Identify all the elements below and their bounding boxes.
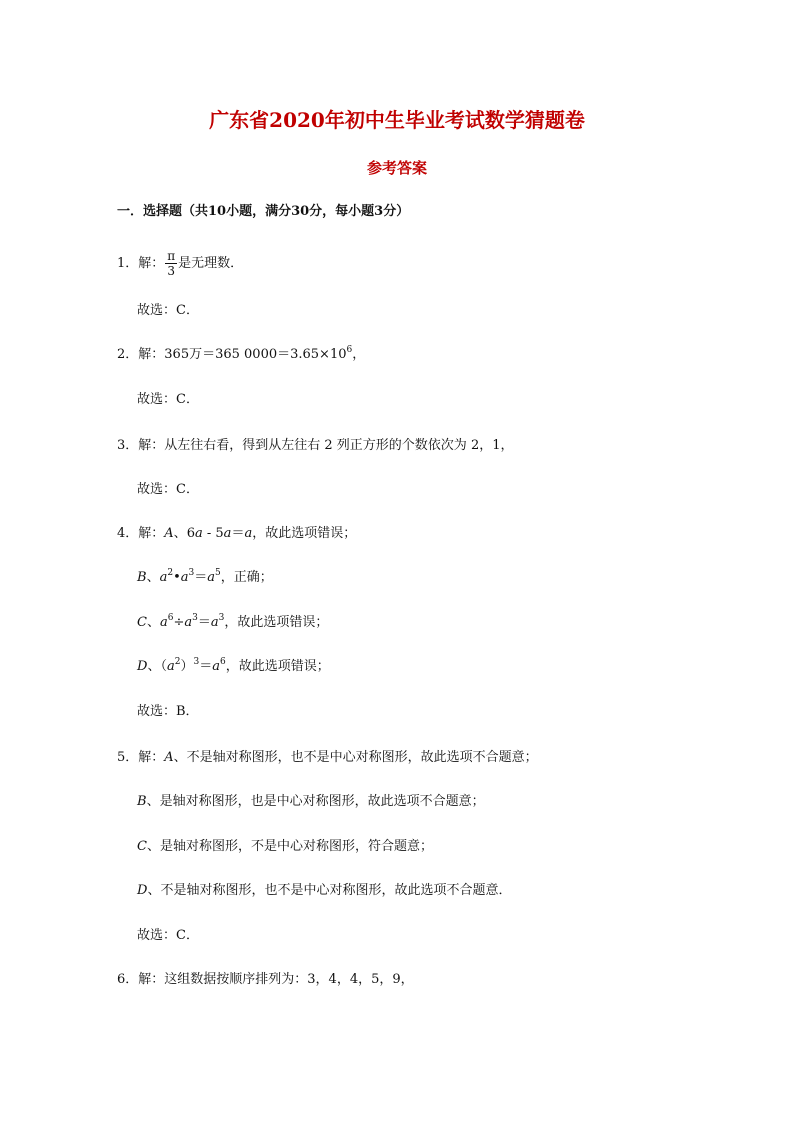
q4-c-sep: 、 bbox=[146, 615, 160, 630]
q1-solution bbox=[117, 249, 243, 278]
q4-c-base: a bbox=[159, 615, 168, 630]
q2-suffix: ， bbox=[352, 347, 366, 362]
q4-d-sep: 、（ bbox=[147, 659, 167, 674]
q5-answer: 故选：C． bbox=[137, 928, 199, 943]
q4-c-text: ，故此选项错误； bbox=[224, 615, 329, 630]
q4-line-c bbox=[137, 614, 328, 632]
q4-a-var: a bbox=[223, 526, 232, 541]
q4-a-term: 6 bbox=[186, 526, 195, 541]
q4-b-base: a bbox=[207, 570, 216, 585]
q5-prefix: 5．解： bbox=[117, 750, 165, 765]
q5-b-label: B bbox=[137, 794, 147, 809]
section-heading: 一．选择题（共10小题，满分30分，每小题3分） bbox=[117, 204, 410, 219]
q4-a-label: A bbox=[164, 526, 174, 541]
q5-c-text: 、是轴对称图形，不是中心对称图形，符合题意； bbox=[146, 839, 433, 854]
q4-c-eq: ＝ bbox=[197, 615, 211, 630]
q1-fraction bbox=[165, 249, 177, 278]
q4-line-b bbox=[137, 569, 273, 587]
q4-c-label: C bbox=[137, 615, 147, 630]
q4-d-close: ） bbox=[180, 659, 194, 674]
q4-c-exp: 3 bbox=[218, 613, 225, 623]
q5-a-text: 、不是轴对称图形，也不是中心对称图形，故此选项不合题意； bbox=[173, 750, 538, 765]
q2-prefix: 2．解：365万＝365 0000＝3.65×10 bbox=[117, 347, 347, 362]
q4-d-exp: 3 bbox=[193, 657, 200, 667]
q1-answer: 故选：C． bbox=[137, 303, 199, 318]
q5-line-c bbox=[137, 838, 433, 856]
q4-a-text: ，故此选项错误； bbox=[252, 526, 357, 541]
q4-a-minus: - 5 bbox=[202, 526, 224, 541]
q5-d-text: 、不是轴对称图形，也不是中心对称图形，故此选项不合题意． bbox=[147, 883, 512, 898]
q4-b-exp: 3 bbox=[188, 568, 195, 578]
q3-solution: 3．解：从左往右看，得到从左往右 2 列正方形的个数依次为 2，1， bbox=[117, 438, 514, 453]
q5-a-label: A bbox=[164, 750, 174, 765]
q4-c-exp: 6 bbox=[167, 613, 174, 623]
q4-c-exp: 3 bbox=[192, 613, 198, 623]
q4-d-label: D bbox=[137, 659, 148, 674]
q4-b-text: ，正确； bbox=[220, 570, 273, 585]
q2-answer: 故选：C． bbox=[137, 392, 199, 407]
q4-a-var: a bbox=[194, 526, 203, 541]
q4-d-base: a bbox=[166, 659, 175, 674]
q4-b-exp: 5 bbox=[215, 568, 221, 578]
q4-c-base: a bbox=[184, 615, 193, 630]
q4-c-div: ÷ bbox=[173, 615, 185, 630]
q6-solution: 6．解：这组数据按顺序排列为：3，4，4，5，9， bbox=[117, 972, 414, 987]
q3-answer: 故选：C． bbox=[137, 482, 199, 497]
q4-a-sep: 、 bbox=[173, 526, 187, 541]
q1-frac-denominator: 3 bbox=[167, 264, 176, 278]
q5-d-label: D bbox=[137, 883, 148, 898]
q4-line-d bbox=[137, 658, 330, 676]
q5-line-a bbox=[117, 749, 538, 767]
q2-solution bbox=[117, 346, 365, 364]
page-title: 广东省2020年初中生毕业考试数学猜题卷 bbox=[209, 108, 585, 132]
q4-d-base: a bbox=[212, 659, 220, 674]
q5-line-d bbox=[137, 882, 511, 900]
q4-b-base: a bbox=[159, 570, 168, 585]
q2-exponent: 6 bbox=[346, 345, 353, 355]
q4-a-var: a bbox=[244, 526, 253, 541]
page-subtitle: 参考答案 bbox=[366, 159, 427, 177]
q4-d-eq: ＝ bbox=[199, 659, 213, 674]
q4-b-dot: • bbox=[173, 570, 181, 585]
q1-text: 是无理数． bbox=[178, 256, 244, 271]
q4-line-a bbox=[117, 525, 356, 543]
q4-b-label: B bbox=[137, 570, 147, 585]
q5-c-label: C bbox=[137, 839, 147, 854]
q4-a-eq: ＝ bbox=[231, 526, 245, 541]
q4-b-exp: 2 bbox=[167, 568, 174, 578]
q4-prefix: 4．解： bbox=[117, 526, 165, 541]
q5-b-text: 、是轴对称图形，也是中心对称图形，故此选项不合题意； bbox=[146, 794, 485, 809]
q4-b-base: a bbox=[180, 570, 189, 585]
q4-d-exp: 2 bbox=[174, 657, 181, 667]
q4-d-text: ，故此选项错误； bbox=[225, 659, 330, 674]
q4-b-eq: ＝ bbox=[194, 570, 208, 585]
q4-answer: 故选：B． bbox=[137, 704, 199, 719]
q1-prefix: 1．解： bbox=[117, 256, 165, 271]
q4-d-exp: 6 bbox=[219, 657, 226, 667]
q5-line-b bbox=[137, 793, 485, 811]
q1-frac-numerator: π bbox=[167, 249, 176, 263]
q4-b-sep: 、 bbox=[146, 570, 160, 585]
q4-c-base: a bbox=[210, 615, 219, 630]
